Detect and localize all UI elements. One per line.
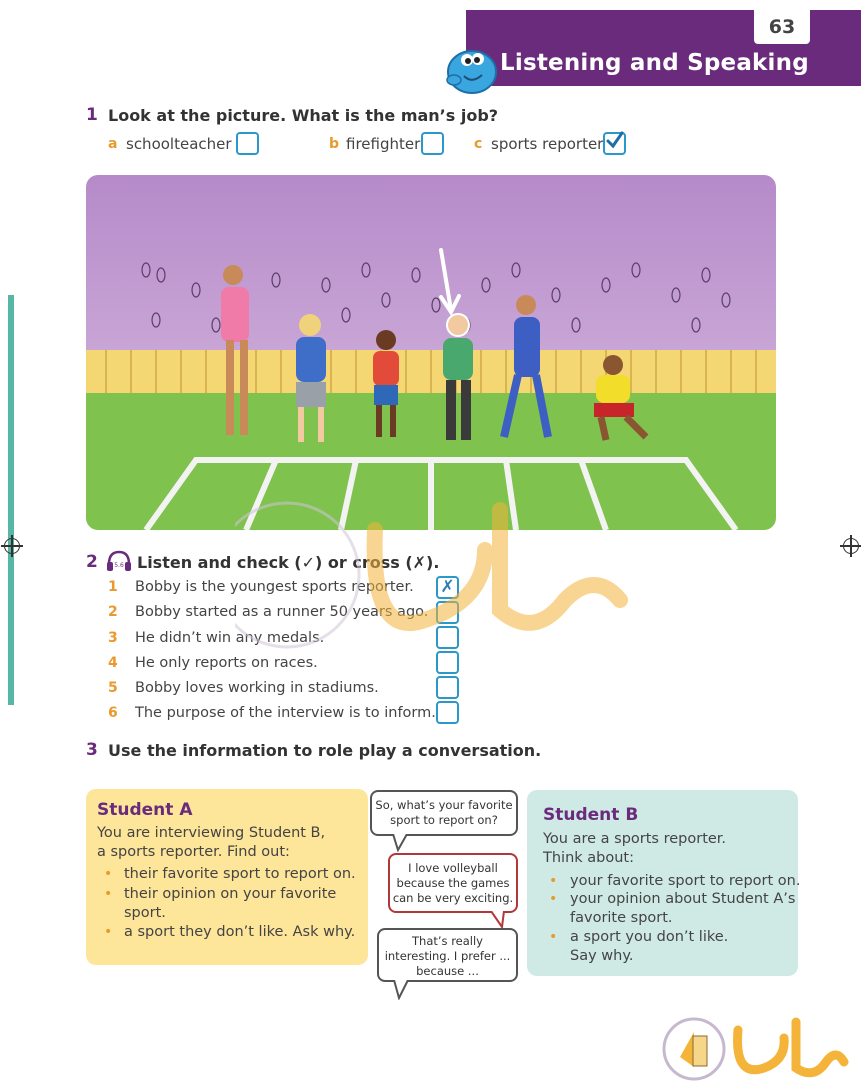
- item-number: 3: [108, 630, 118, 646]
- item-number: 2: [108, 604, 118, 620]
- student-b-bullet: • your opinion about Student A’s favorite sport.: [549, 891, 796, 926]
- option-checkbox-checked[interactable]: [603, 132, 626, 155]
- speech-bubble: So, what’s your favorite sport to report on?: [370, 790, 518, 836]
- exercise-number: 3: [86, 740, 98, 760]
- section-title: Listening and Speaking: [500, 50, 809, 76]
- item-text: Bobby is the youngest sports reporter.: [135, 579, 414, 595]
- item-text: Bobby loves working in stadiums.: [135, 680, 379, 696]
- bubble-tail: [490, 911, 508, 929]
- answer-box[interactable]: [436, 651, 459, 674]
- item-number: 5: [108, 680, 118, 696]
- audio-track-label: 5.6: [114, 562, 124, 569]
- mascot-icon: [440, 40, 502, 96]
- option-label: firefighter: [346, 135, 421, 153]
- checkmark-icon: [605, 131, 624, 150]
- item-text: He didn’t win any medals.: [135, 630, 325, 646]
- item-number: 4: [108, 655, 118, 671]
- student-a-bullet: • their favorite sport to report on.: [104, 866, 356, 882]
- answer-box[interactable]: [436, 701, 459, 724]
- page-number: 63: [752, 10, 812, 46]
- option-letter: a: [108, 136, 118, 152]
- exercise-prompt: Look at the picture. What is the man’s job?: [108, 106, 499, 125]
- answer-box-cross[interactable]: ✗: [436, 576, 459, 599]
- registration-target-icon: [843, 538, 859, 554]
- registration-target-icon: [4, 538, 20, 554]
- headphones-icon[interactable]: [106, 550, 132, 572]
- bubble-tail: [393, 980, 411, 1000]
- answer-box[interactable]: [436, 601, 459, 624]
- bubble-tail: [392, 834, 410, 852]
- option-letter: c: [474, 136, 483, 152]
- speech-bubble: That’s really interesting. I prefer ... because ...: [377, 928, 518, 982]
- item-text: The purpose of the interview is to inform.: [135, 705, 436, 721]
- option-checkbox[interactable]: [236, 132, 259, 155]
- speech-bubble: I love volleyball because the games can be very exciting.: [388, 853, 518, 913]
- student-b-title: Student B: [543, 805, 639, 825]
- exercise-prompt: Listen and check (✓) or cross (✗).: [137, 553, 440, 572]
- student-b-intro: You are a sports reporter. Think about:: [543, 831, 727, 866]
- publisher-logo: [660, 1012, 850, 1086]
- student-b-bullet: • a sport you don’t like. Say why.: [549, 929, 729, 964]
- exercise-prompt: Use the information to role play a conversation.: [108, 741, 542, 760]
- option-checkbox[interactable]: [421, 132, 444, 155]
- stadium-illustration: [86, 175, 776, 530]
- answer-box[interactable]: [436, 626, 459, 649]
- student-b-bullet: • your favorite sport to report on.: [549, 873, 801, 889]
- option-label: sports reporter: [491, 135, 604, 153]
- exercise-number: 1: [86, 105, 98, 125]
- exercise-number: 2: [86, 552, 98, 572]
- answer-box[interactable]: [436, 676, 459, 699]
- item-text: He only reports on races.: [135, 655, 318, 671]
- student-a-bullet: • a sport they don’t like. Ask why.: [104, 924, 356, 940]
- item-text: Bobby started as a runner 50 years ago.: [135, 604, 429, 620]
- student-a-title: Student A: [97, 800, 193, 820]
- item-number: 1: [108, 579, 118, 595]
- item-number: 6: [108, 705, 118, 721]
- student-a-intro: You are interviewing Student B, a sports reporter. Find out:: [97, 825, 326, 860]
- student-a-bullet: • their opinion on your favorite sport.: [104, 886, 337, 921]
- option-label: schoolteacher: [126, 135, 232, 153]
- side-color-bar: [8, 295, 14, 705]
- option-letter: b: [329, 136, 340, 152]
